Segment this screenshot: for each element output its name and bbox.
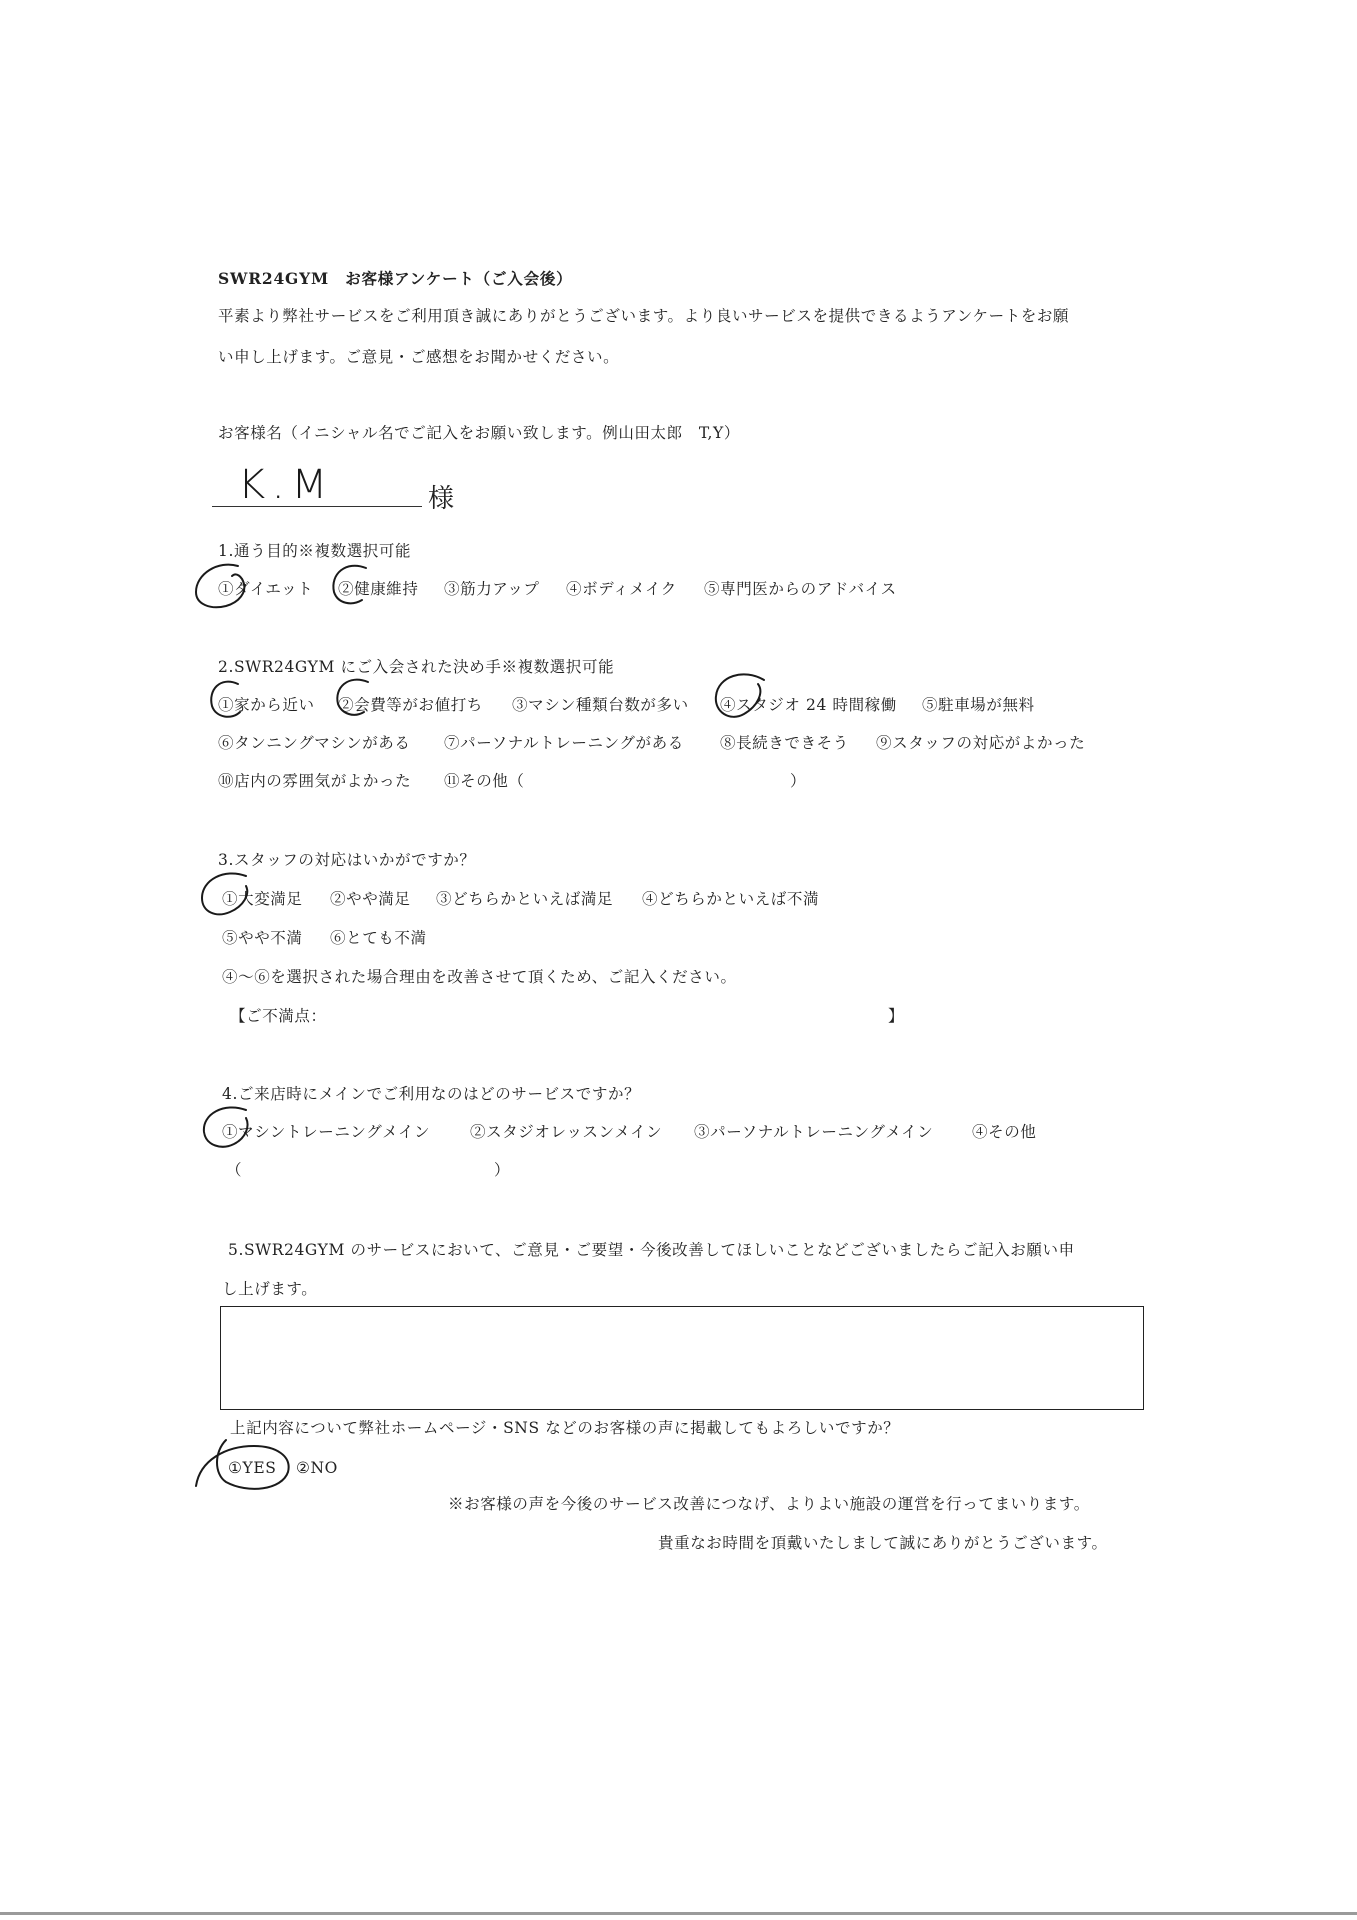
q2-option-8[interactable]: ⑧長続きできそう	[720, 734, 849, 752]
q4-other-close: ）	[494, 1161, 511, 1179]
q4-question: 4.ご来店時にメインでご利用なのはどのサービスですか？	[222, 1085, 641, 1103]
q1-option-2[interactable]: ②健康維持	[338, 580, 419, 598]
customer-name-label: お客様名（イニシャル名でご記入をお願い致します。例山田太郎 T,Y）	[218, 424, 740, 442]
q3-option-4[interactable]: ④どちらかといえば不満	[642, 890, 820, 908]
q1-option-4[interactable]: ④ボディメイク	[566, 580, 677, 598]
q2-option-6[interactable]: ⑥タンニングマシンがある	[218, 734, 411, 752]
survey-title: SWR24GYM お客様アンケート（ご入会後）	[218, 269, 573, 288]
q4-option-4[interactable]: ④その他	[972, 1123, 1037, 1141]
q3-option-1[interactable]: ①大変満足	[222, 890, 303, 908]
consent-no[interactable]: ②NO	[296, 1459, 338, 1477]
closing-line-2: 貴重なお時間を頂戴いたしまして誠にありがとうございます。	[658, 1534, 1108, 1552]
q1-option-1[interactable]: ①ダイエット	[218, 580, 314, 598]
consent-yes[interactable]: ①YES	[228, 1459, 277, 1477]
q3-question: 3.スタッフの対応はいかがですか？	[218, 851, 476, 869]
name-underline	[212, 506, 422, 507]
intro-line-2: い申し上げます。ご意見・ご感想をお聞かせください。	[218, 348, 620, 366]
scan-bottom-edge	[0, 1912, 1357, 1915]
q2-option-4[interactable]: ④スタジオ 24 時間稼働	[720, 696, 897, 714]
q2-option-3[interactable]: ③マシン種類台数が多い	[512, 696, 689, 714]
q5-question-line-1: 5.SWR24GYM のサービスにおいて、ご意見・ご要望・今後改善してほしいことなどございましたらご記入お願い申	[228, 1241, 1075, 1259]
q4-option-1[interactable]: ①マシントレーニングメイン	[222, 1123, 431, 1141]
q2-option-5[interactable]: ⑤駐車場が無料	[922, 696, 1035, 714]
q1-option-3[interactable]: ③筋力アップ	[444, 580, 540, 598]
q2-option-10[interactable]: ⑩店内の雰囲気がよかった	[218, 772, 412, 790]
q3-complaint-close: 】	[888, 1007, 905, 1025]
q2-option-1[interactable]: ①家から近い	[218, 696, 315, 714]
q2-option-7[interactable]: ⑦パーソナルトレーニングがある	[444, 734, 684, 752]
closing-line-1: ※お客様の声を今後のサービス改善につなげ、よりよい施設の運営を行ってまいります。	[448, 1495, 1090, 1513]
honorific: 様	[428, 484, 455, 514]
q3-option-3[interactable]: ③どちらかといえば満足	[436, 890, 614, 908]
consent-question: 上記内容について弊社ホームページ・SNS などのお客様の声に掲載してもよろしいですか？	[230, 1419, 900, 1437]
q1-option-5[interactable]: ⑤専門医からのアドバイス	[704, 580, 897, 598]
q3-note: ④～⑥を選択された場合理由を改善させて頂くため、ご記入ください。	[222, 968, 737, 986]
q5-question-line-2: し上げます。	[222, 1280, 318, 1298]
q2-other-close: ）	[790, 772, 807, 790]
q1-question: 1.通う目的※複数選択可能	[218, 542, 412, 560]
q4-option-2[interactable]: ②スタジオレッスンメイン	[470, 1123, 663, 1141]
q3-option-5[interactable]: ⑤やや不満	[222, 929, 303, 947]
q3-option-2[interactable]: ②やや満足	[330, 890, 411, 908]
q2-option-9[interactable]: ⑨スタッフの対応がよかった	[876, 734, 1086, 752]
q2-option-11[interactable]: ⑪その他（	[444, 772, 525, 790]
intro-line-1: 平素より弊社サービスをご利用頂き誠にありがとうございます。より良いサービスを提供できるようアンケートをお願	[218, 307, 1070, 325]
q3-option-6[interactable]: ⑥とても不満	[330, 929, 427, 947]
q2-option-2[interactable]: ②会費等がお値打ち	[338, 696, 483, 714]
q3-complaint-open: 【ご不満点：	[230, 1007, 327, 1025]
q2-question: 2.SWR24GYM にご入会された決め手※複数選択可能	[218, 658, 615, 676]
comment-box[interactable]	[220, 1306, 1144, 1410]
handwritten-initials: K.M	[237, 462, 334, 508]
q4-other-open: （	[226, 1161, 243, 1179]
q4-option-3[interactable]: ③パーソナルトレーニングメイン	[694, 1123, 934, 1141]
